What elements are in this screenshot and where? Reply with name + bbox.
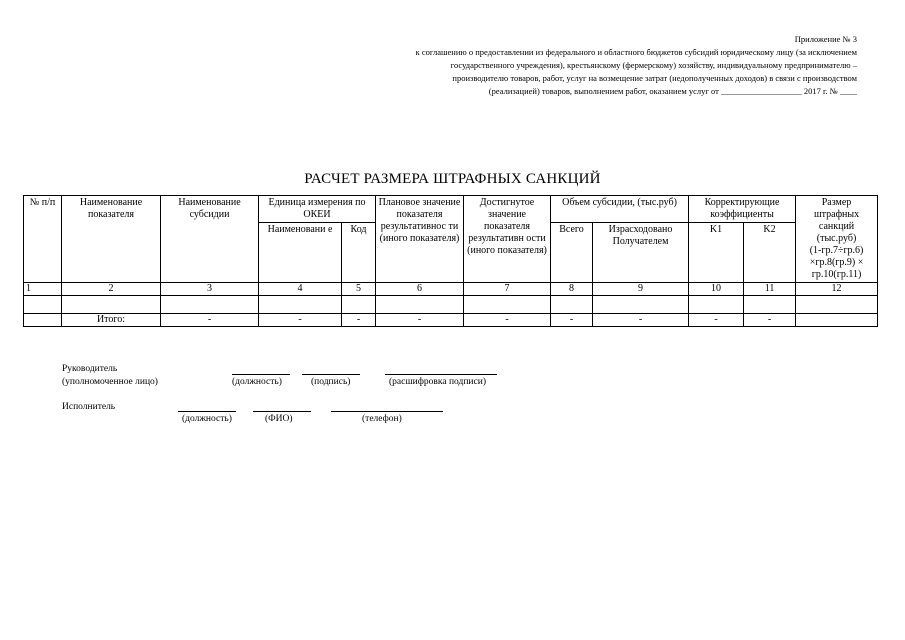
table-row [24,296,878,314]
column-number: 5 [342,283,376,296]
exec-name-line[interactable] [253,411,311,412]
total-cell: - [689,314,744,327]
table-cell[interactable] [593,296,689,314]
annex-line: к соглашению о предоставлении из федерального и областного бюджетов субсидий юридическому лицу (за исключением [415,47,857,57]
column-number: 10 [689,283,744,296]
total-cell: - [593,314,689,327]
table-cell[interactable] [744,296,796,314]
column-number: 3 [161,283,259,296]
annex-line: (реализацией) товаров, выполнением работ, оказанием услуг от ___________________ 2017 г. № ____ [488,86,857,96]
total-row [24,314,878,327]
exec-position-line[interactable] [178,411,236,412]
decoding-caption: (расшифровка подписи) [389,377,486,387]
exec-name-caption: (ФИО) [265,414,293,424]
total-cell [796,314,878,327]
col-header-fine [796,196,878,283]
column-number: 7 [464,283,551,296]
col-header-coef: Корректирующие коэффициенты [689,196,796,223]
table-cell[interactable] [24,296,62,314]
col-header-volume-total: Всего [551,223,593,283]
total-cell: - [376,314,464,327]
col-header-unit-code: Код [342,223,376,283]
annex-line: Приложение № 3 [794,34,857,44]
column-number: 1 [24,283,62,296]
fine-formula: (1-гр.7÷гр.6) ×гр.8(гр.9) × гр.10(гр.11) [809,245,864,280]
col-header-subsidy: Наименование субсидии [161,196,259,283]
signature-line[interactable] [302,374,360,375]
column-number-row [24,283,878,296]
col-header-planned: Плановое значение показателя результативнос ти (иного показателя) [376,196,464,283]
col-header-unit: Единица измерения по ОКЕИ [259,196,376,223]
total-label: Итого: [62,314,161,327]
column-number: 2 [62,283,161,296]
position-caption: (должность) [232,377,282,387]
exec-phone-line[interactable] [331,411,443,412]
fine-title: Размер штрафных санкций (тыс.руб) [813,197,860,244]
col-header-k1: K1 [689,223,744,283]
total-cell: - [342,314,376,327]
table-cell[interactable] [689,296,744,314]
column-number: 8 [551,283,593,296]
table-cell[interactable] [259,296,342,314]
table-cell[interactable] [464,296,551,314]
column-number: 9 [593,283,689,296]
table-cell[interactable] [551,296,593,314]
total-cell: - [464,314,551,327]
table-cell[interactable] [376,296,464,314]
col-header-volume: Объем субсидии, (тыс.руб) [551,196,689,223]
column-number: 6 [376,283,464,296]
sanctions-table [23,195,878,327]
executor-label: Исполнитель [62,402,116,412]
annex-line: производителю товаров, работ, услуг на возмещение затрат (недополученных доходов) в связи с производством [452,73,857,83]
signature-caption: (подпись) [311,377,351,387]
column-number: 11 [744,283,796,296]
table-cell[interactable] [161,296,259,314]
decoding-line[interactable] [385,374,497,375]
col-header-unit-name: Наименовани е [259,223,342,283]
col-header-k2: K2 [744,223,796,283]
page-title: РАСЧЕТ РАЗМЕРА ШТРАФНЫХ САНКЦИЙ [304,171,601,187]
head-sublabel: (уполномоченное лицо) [62,377,158,387]
position-line[interactable] [232,374,290,375]
table-cell[interactable] [62,296,161,314]
total-cell: - [161,314,259,327]
col-header-volume-spent: Израсходовано Получателем [593,223,689,283]
header-row [24,196,878,223]
annex-note [297,33,857,98]
total-cell: - [259,314,342,327]
col-header-no: № п/п [24,196,62,283]
total-cell [24,314,62,327]
table-cell[interactable] [796,296,878,314]
exec-phone-caption: (телефон) [362,414,402,424]
column-number: 12 [796,283,878,296]
annex-line: государственного учреждения), крестьянскому (фермерскому) хозяйству, индивидуальному предпринимателю – [450,60,857,70]
total-cell: - [744,314,796,327]
head-label: Руководитель [62,364,118,374]
table-cell[interactable] [342,296,376,314]
column-number: 4 [259,283,342,296]
col-header-achieved: Достигнутое значение показателя результативн ости (иного показателя) [464,196,551,283]
col-header-indicator: Наименование показателя [62,196,161,283]
exec-position-caption: (должность) [182,414,232,424]
total-cell: - [551,314,593,327]
